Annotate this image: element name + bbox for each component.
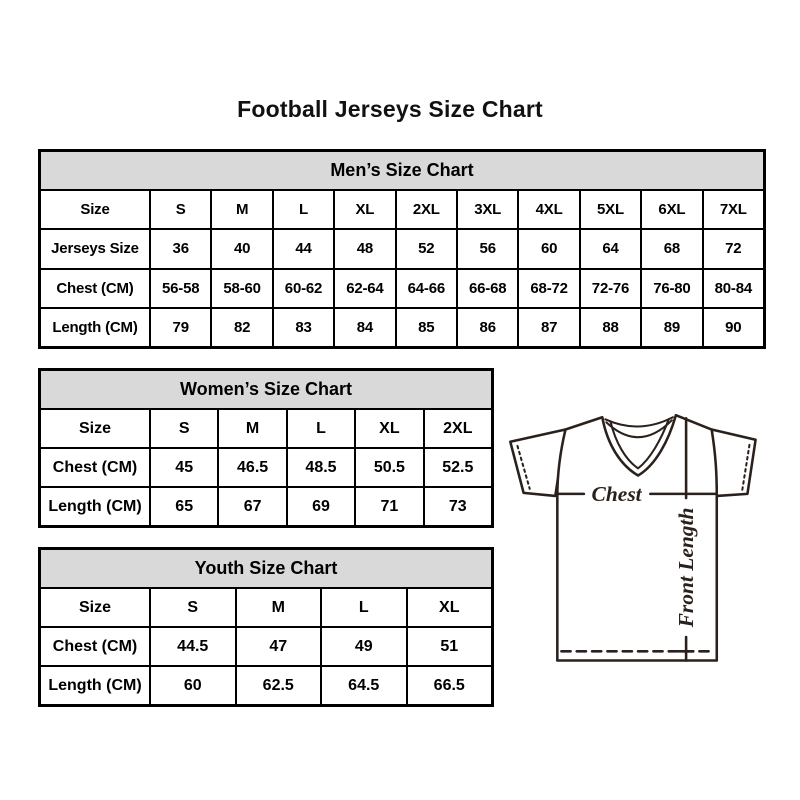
- row-label: Chest (CM): [40, 448, 150, 487]
- size-cell: 64.5: [321, 666, 407, 705]
- size-cell: M: [236, 588, 322, 627]
- size-cell: 62-64: [334, 269, 395, 308]
- size-cell: 40: [211, 229, 272, 268]
- size-cell: 90: [703, 308, 764, 347]
- row-label: Jerseys Size: [40, 229, 150, 268]
- row-label: Chest (CM): [40, 269, 150, 308]
- size-cell: 67: [218, 487, 286, 526]
- size-cell: 80-84: [703, 269, 764, 308]
- size-cell: 87: [518, 308, 579, 347]
- size-cell: 2XL: [424, 409, 492, 448]
- size-cell: 66.5: [407, 666, 493, 705]
- jersey-measurement-diagram: [502, 406, 768, 684]
- size-cell: 89: [641, 308, 702, 347]
- size-cell: 60: [518, 229, 579, 268]
- size-cell: 60-62: [273, 269, 334, 308]
- row-label: Length (CM): [40, 308, 150, 347]
- page-title: Football Jerseys Size Chart: [237, 96, 543, 122]
- size-cell: 3XL: [457, 190, 518, 229]
- size-cell: 60: [150, 666, 236, 705]
- size-cell: 47: [236, 627, 322, 666]
- size-cell: 73: [424, 487, 492, 526]
- size-cell: 44.5: [150, 627, 236, 666]
- size-cell: 79: [150, 308, 211, 347]
- size-cell: 56: [457, 229, 518, 268]
- youth-size-table: [38, 547, 494, 707]
- size-cell: 62.5: [236, 666, 322, 705]
- size-cell: 69: [287, 487, 355, 526]
- size-cell: XL: [334, 190, 395, 229]
- size-cell: L: [321, 588, 407, 627]
- size-cell: 85: [396, 308, 457, 347]
- size-cell: 44: [273, 229, 334, 268]
- womens-size-table: [38, 368, 494, 528]
- size-cell: 68-72: [518, 269, 579, 308]
- size-cell: 72-76: [580, 269, 641, 308]
- size-cell: M: [218, 409, 286, 448]
- right-sleeve: [712, 430, 756, 496]
- size-cell: 7XL: [703, 190, 764, 229]
- size-cell: L: [287, 409, 355, 448]
- size-cell: 52.5: [424, 448, 492, 487]
- jersey-icon: [502, 406, 768, 684]
- size-cell: 86: [457, 308, 518, 347]
- size-cell: 56-58: [150, 269, 211, 308]
- size-cell: L: [273, 190, 334, 229]
- size-cell: XL: [407, 588, 493, 627]
- size-cell: 45: [150, 448, 218, 487]
- size-cell: 48.5: [287, 448, 355, 487]
- size-cell: 65: [150, 487, 218, 526]
- mens-size-table: [38, 149, 766, 349]
- size-cell: 6XL: [641, 190, 702, 229]
- size-cell: 88: [580, 308, 641, 347]
- table-title: Men’s Size Chart: [40, 151, 764, 190]
- table-title: Youth Size Chart: [40, 549, 492, 588]
- size-cell: 71: [355, 487, 423, 526]
- size-cell: 5XL: [580, 190, 641, 229]
- size-cell: 68: [641, 229, 702, 268]
- size-cell: 76-80: [641, 269, 702, 308]
- size-cell: 46.5: [218, 448, 286, 487]
- row-label: Size: [40, 190, 150, 229]
- row-label: Length (CM): [40, 487, 150, 526]
- size-cell: 64: [580, 229, 641, 268]
- size-cell: 4XL: [518, 190, 579, 229]
- row-label: Length (CM): [40, 666, 150, 705]
- size-cell: S: [150, 588, 236, 627]
- front-length-label: Front Length: [674, 507, 699, 628]
- size-cell: M: [211, 190, 272, 229]
- size-cell: S: [150, 409, 218, 448]
- size-cell: 49: [321, 627, 407, 666]
- size-cell: 48: [334, 229, 395, 268]
- size-cell: 51: [407, 627, 493, 666]
- size-cell: S: [150, 190, 211, 229]
- size-cell: XL: [355, 409, 423, 448]
- row-label: Size: [40, 409, 150, 448]
- size-cell: 50.5: [355, 448, 423, 487]
- size-cell: 83: [273, 308, 334, 347]
- size-cell: 2XL: [396, 190, 457, 229]
- table-title: Women’s Size Chart: [40, 370, 492, 409]
- size-cell: 52: [396, 229, 457, 268]
- size-cell: 72: [703, 229, 764, 268]
- size-cell: 36: [150, 229, 211, 268]
- collar-back-arc: [605, 417, 672, 426]
- size-cell: 84: [334, 308, 395, 347]
- size-cell: 66-68: [457, 269, 518, 308]
- row-label: Chest (CM): [40, 627, 150, 666]
- size-cell: 64-66: [396, 269, 457, 308]
- size-cell: 82: [211, 308, 272, 347]
- size-cell: 58-60: [211, 269, 272, 308]
- row-label: Size: [40, 588, 150, 627]
- chest-label: Chest: [591, 481, 642, 506]
